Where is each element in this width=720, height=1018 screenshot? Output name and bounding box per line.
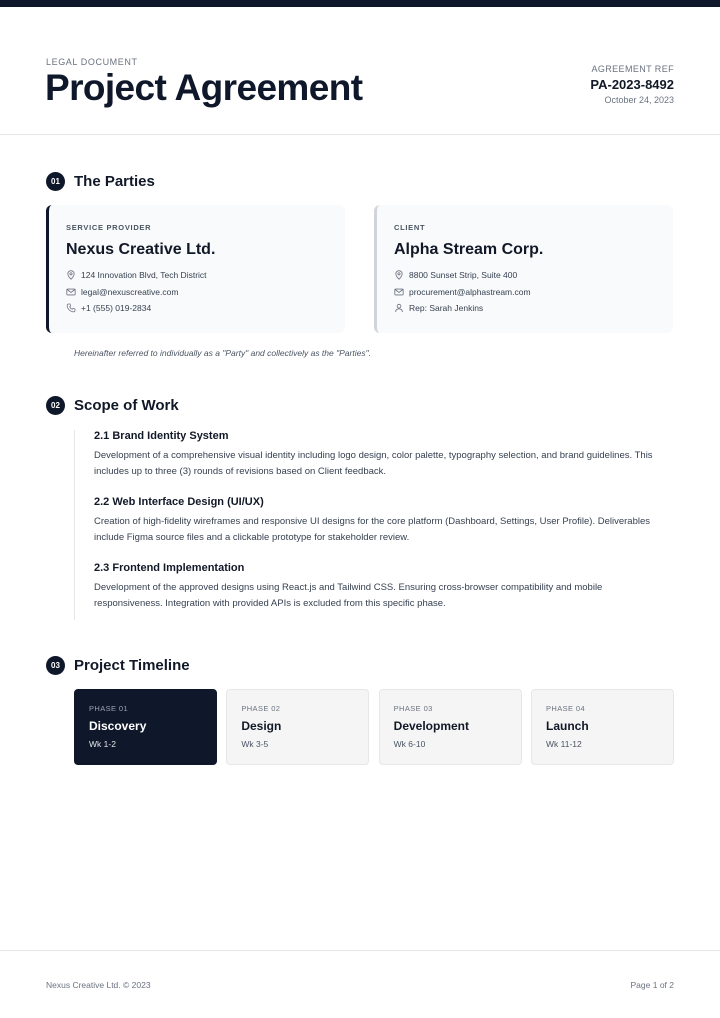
section-title: Project Timeline [74,657,190,674]
top-accent-bar [0,0,720,7]
phase-name: Discovery [89,719,147,733]
page-title: Project Agreement [45,67,363,108]
phase-name: Development [393,719,470,733]
scope-list [74,430,674,620]
scope-item-body: Development of the approved designs using React.js and Tailwind CSS. Ensuring cross-browser compatibility and mobile responsiveness. Integration with provided APIs is excluded from this specific phase. [94,582,603,609]
phase-weeks: Wk 3-5 [241,739,269,749]
phase-weeks: Wk 1-2 [89,739,116,749]
section-title: The Parties [74,173,155,190]
party-email: legal@nexuscreative.com [66,284,345,301]
section-number-badge: 01 [46,172,65,191]
scope-item-title: 2.1 Brand Identity System [94,430,229,442]
mail-icon [66,287,76,297]
phase-number: PHASE 04 [545,704,586,713]
party-address: 8800 Sunset Strip, Suite 400 [394,267,673,284]
phase-card-development [379,689,522,765]
project-timeline [74,689,674,765]
agreement-ref-id: PA-2023-8492 [590,77,674,92]
party-representative: Rep: Sarah Jenkins [394,300,673,317]
service-provider-card [46,205,345,333]
document-type-label: LEGAL DOCUMENT [46,57,138,67]
agreement-ref-label: AGREEMENT REF [591,64,674,74]
phase-number: PHASE 03 [393,704,433,713]
page-footer [0,950,720,1018]
parties-note: Hereinafter referred to individually as a "Party" and collectively as the "Parties". [74,348,371,358]
location-pin-icon [394,270,404,280]
person-icon [394,303,404,313]
scope-item-body: Creation of high-fidelity wireframes and responsive UI designs for the core platform (Dashboard, Settings, User Profile). Deliverables include Figma source files and a clickable prototype for stakeholder review. [94,516,650,543]
location-pin-icon [66,270,76,280]
phase-name: Design [241,719,282,733]
scope-item [94,496,674,545]
party-name: Nexus Creative Ltd. [66,241,216,258]
section-parties-heading [46,172,155,191]
scope-item-title: 2.3 Frontend Implementation [94,562,245,574]
phone-icon [66,303,76,313]
phase-card-design [226,689,369,765]
scope-item-body: Development of a comprehensive visual identity including logo design, color palette, typography selection, and brand guidelines. This includes up to three (3) rounds of revisions based on Client feedback. [94,450,653,477]
phase-name: Launch [545,719,589,733]
section-title: Scope of Work [74,397,179,414]
party-email: procurement@alphastream.com [394,284,673,301]
party-role-label: CLIENT [394,223,426,232]
scope-item [94,562,674,611]
footer-copyright: Nexus Creative Ltd. © 2023 [46,980,151,990]
phase-number: PHASE 02 [241,704,281,713]
document-header [0,7,720,135]
section-number-badge: 03 [46,656,65,675]
scope-item [94,430,674,479]
client-card [374,205,673,333]
party-address: 124 Innovation Blvd, Tech District [66,267,345,284]
party-role-label: SERVICE PROVIDER [66,223,152,232]
mail-icon [394,287,404,297]
phase-weeks: Wk 11-12 [545,739,582,749]
phase-card-discovery [74,689,217,765]
phase-number: PHASE 01 [89,704,129,713]
agreement-date: October 24, 2023 [604,95,674,105]
page-number: Page 1 of 2 [630,980,674,990]
party-phone: +1 (555) 019-2834 [66,300,345,317]
section-number-badge: 02 [46,396,65,415]
party-name: Alpha Stream Corp. [394,241,544,258]
section-scope-heading [46,396,179,415]
section-timeline-heading [46,656,190,675]
scope-item-title: 2.2 Web Interface Design (UI/UX) [94,496,264,508]
phase-weeks: Wk 6-10 [393,739,426,749]
phase-card-launch [531,689,674,765]
